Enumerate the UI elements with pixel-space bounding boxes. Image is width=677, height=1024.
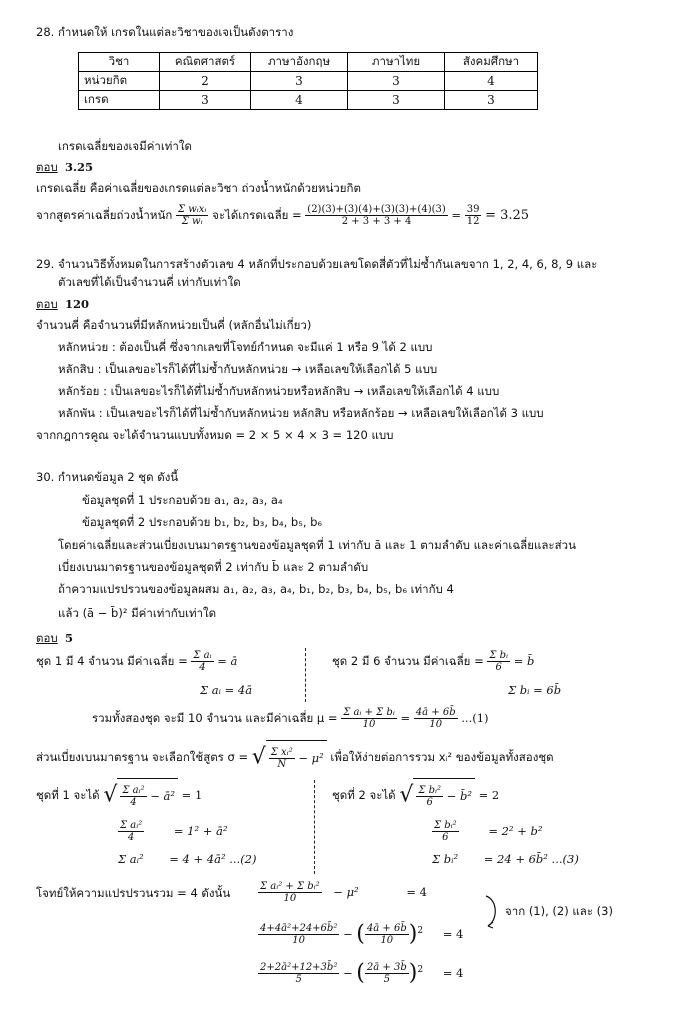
final-eq-1 [258,877,427,907]
denominator: 4 [199,662,206,673]
set2-sum: Σ bᵢ = 6b̄ [508,683,562,697]
q30-header: 30. กำหนดข้อมูล 2 ชุด ดังนี้ [36,470,179,484]
text: เพื่อให้ง่ายต่อการรวม xᵢ² ของข้อมูลทั้งสองชุด [330,750,554,764]
q29-line-1: จำนวนคี่ คือจำนวนที่มีหลักหน่วยเป็นคี่ (หลักอื่นไม่เกี่ยว) [36,318,312,332]
result: = 4 [442,926,464,941]
q30-answer-line [36,631,73,645]
result: = 3.25 [485,208,530,223]
result: = 1 [181,788,203,802]
set1-mean [36,646,237,676]
numerator: 4+4ā²+24+6b̄² [260,922,338,934]
result: = 4 [442,965,464,980]
table-header-cell: ภาษาอังกฤษ [251,53,348,72]
table-header-row [79,53,538,72]
set2-step-2 [432,816,542,846]
table-cell: 3 [445,91,538,110]
fraction [416,785,443,808]
result: = 2² + b² [488,824,543,838]
final-eq-3: $\frac{\text{2+2ā²+12+3b̄²}}{5}$ − ( $\frac{2ā + 3b̄}{5}$ )$^2$ = 4 [260,960,464,986]
text: ชุดที่ 1 จะได้ [36,788,100,802]
denominator: Σ wᵢ [181,216,203,227]
numerator: 2ā + 3b̄ [366,961,407,973]
table-cell: 4 [251,91,348,110]
q30-dataset-1: ข้อมูลชุดที่ 1 ประกอบด้วย a₁, a₂, a₃, a₄ [82,493,283,507]
sqrt-body [117,778,178,813]
set1-variance [36,778,202,813]
denominator: 12 [466,216,480,227]
q28-question: เกรดเฉลี่ยของเจมีค่าเท่าใด [58,139,192,153]
denominator: 10 [362,719,376,730]
table-row [79,72,538,91]
q28-explanation-1: เกรดเฉลี่ย คือค่าเฉลี่ยของเกรดแต่ละวิชา ถ่วงน้ำหนักด้วยหน่วยกิต [36,181,361,195]
numerator: Σ bᵢ² [434,820,457,831]
denominator: 6 [426,797,433,808]
numerator: 39 [466,204,480,215]
term: − μ² [333,885,359,899]
curved-arrow-icon [484,894,504,930]
sqrt-icon: √ [251,744,266,770]
numerator: 4ā + 6b̄ [366,922,407,934]
sd-formula-line [36,740,554,775]
table-cell: 3 [348,72,445,91]
q29-line-2: หลักหน่วย : ต้องเป็นคี่ ซึ่งจากเลขที่โจทย์กำหนด จะมีแค่ 1 หรือ 9 ได้ 2 แบบ [58,340,433,354]
numerator: Σ aᵢ² + Σ bᵢ² [260,881,320,892]
column-divider [305,648,306,702]
fraction [414,707,458,730]
numerator: Σ aᵢ + Σ bᵢ [343,707,395,718]
sqrt-icon: √ [399,782,414,808]
term: − [343,926,353,941]
text: จากสูตรค่าเฉลี่ยถ่วงน้ำหนัก [36,208,173,222]
q30-condition-2: เบี่ยงเบนมาตรฐานของข้อมูลชุดที่ 2 เท่ากับ b̄ และ 2 ตามลำดับ [58,560,369,574]
q29-line-4: หลักร้อย : เป็นเลขอะไรก็ได้ที่ไม่ซ้ำกับหลักหน่วยหรือหลักสิบ → เหลือเลขให้เลือกได้ 4 แบบ [58,384,500,398]
denominator: 10 [380,934,394,946]
set1-step-2 [118,816,228,846]
set2-mean [332,646,534,676]
text: ชุด 1 มี 4 จำนวน มีค่าเฉลี่ย = [36,654,188,668]
gpa-fraction [465,204,482,227]
table-cell: 3 [348,91,445,110]
equation: = b̄ [513,654,535,668]
text: ส่วนเบี่ยงเบนมาตรฐาน จะเลือกใช้สูตร σ = [36,750,249,764]
denominator: 4 [130,797,137,808]
equals: = [400,711,411,725]
table-cell: 4 [445,72,538,91]
equals: = [451,208,462,222]
text: ชุด 2 มี 6 จำนวน มีค่าเฉลี่ย = [332,654,484,668]
final-intro: โจทย์ให้ความแปรปรวนรวม = 4 ดังนั้น [36,886,231,900]
denominator: 5 [383,973,390,985]
equation: = ā [217,654,238,668]
q30-dataset-2: ข้อมูลชุดที่ 2 ประกอบด้วย b₁, b₂, b₃, b₄, b₅, b₆ [82,515,323,529]
table-cell: 2 [160,72,251,91]
equation-tag: ...(1) [461,711,489,725]
q29-line-3: หลักสิบ : เป็นเลขอะไรก็ได้ที่ไม่ซ้ำกับหลักหน่วย → เหลือเลขให้เลือกได้ 5 แบบ [58,362,438,376]
fraction [258,923,339,946]
fraction [120,785,146,808]
q30-condition-4: แล้ว (ā − b̄)² มีค่าเท่ากับเท่าใด [58,606,217,620]
fraction [269,747,295,770]
weighted-mean-formula [176,204,208,227]
q28-explanation-2 [36,200,529,231]
fraction [432,820,459,843]
denominator: 2 + 3 + 3 + 4 [341,216,412,227]
numerator: Σ aᵢ² [120,820,143,831]
q29-header-2: ตัวเลขที่ได้เป็นจำนวนคี่ เท่ากับเท่าใด [58,275,241,289]
denominator: 6 [442,832,449,843]
term: Σ bᵢ² [432,852,459,866]
fraction [341,707,397,730]
text: จะได้เกรดเฉลี่ย = [212,208,302,222]
numerator: Σ aᵢ [193,650,212,661]
term: − [343,965,353,980]
result: = 24 + 6b̄² ...(3) [483,852,579,866]
fraction [258,962,339,985]
column-divider [314,780,315,874]
answer-label: ตอบ [36,631,58,645]
numerator: 4ā + 6b̄ [415,707,456,718]
table-header-cell: วิชา [79,53,160,72]
answer-value: 3.25 [65,160,94,174]
denominator: 10 [283,893,297,904]
reference-note: จาก (1), (2) และ (3) [505,904,613,918]
q29-line-6: จากกฎการคูณ จะได้จำนวนแบบทั้งหมด = 2 × 5 × 4 × 3 = 120 แบบ [36,428,394,442]
sqrt-body [266,740,327,775]
denominator: N [277,759,287,770]
numerator: Σ bᵢ [489,650,509,661]
denominator: 4 [127,832,135,843]
final-eq-2: $\frac{\text{4+4ā²+24+6b̄²}}{10}$ − ( $\frac{4ā + 6b̄}{10}$ )$^2$ = 4 [260,921,464,947]
fraction [118,820,144,843]
term: Σ aᵢ² [118,852,144,866]
table-row [79,91,538,110]
set2-step-3 [432,852,579,866]
term: − ā² [150,789,175,803]
table-cell: เกรด [79,91,160,110]
q29-answer-line [36,297,89,311]
table-header-cell: ภาษาไทย [348,53,445,72]
fraction [191,650,213,673]
grade-table [78,52,538,110]
term: − μ² [298,751,324,765]
text: ชุดที่ 2 จะได้ [332,788,396,802]
total-mean [92,703,489,733]
fraction [365,962,409,985]
denominator: 6 [495,662,502,673]
result: = 2 [478,788,500,802]
term: − b̄² [446,789,472,803]
numerator: Σ wᵢxᵢ [177,204,207,215]
fraction [258,881,322,904]
q29-line-5: หลักพัน : เป็นเลขอะไรก็ได้ที่ไม่ซ้ำกับหลักหน่วย หลักสิบ หรือหลักร้อย → เหลือเลขให้เลือกได้ 3 แบบ [58,406,544,420]
denominator: 10 [292,934,306,946]
result: = 4 [406,885,427,899]
table-header-cell: คณิตศาสตร์ [160,53,251,72]
q29-header-1: 29. จำนวนวิธีทั้งหมดในการสร้างตัวเลข 4 หลักที่ประกอบด้วยเลขโดดสี่ตัวที่ไม่ซ้ำกันเลขจาก 1, 2, 4, 6, 8, 9 และ [36,257,598,271]
table-cell: 3 [251,72,348,91]
fraction [365,923,409,946]
answer-value: 5 [65,631,74,645]
denominator: 5 [295,973,302,985]
numerator: Σ xᵢ² [270,747,293,758]
set2-variance [332,778,499,813]
numerator: 2+2ā²+12+3b̄² [260,961,338,973]
numerator: (2)(3)+(3)(4)+(3)(3)+(4)(3) [307,204,446,215]
result: = 1² + ā² [173,824,228,838]
q28-answer-line [36,160,93,174]
result: = 4 + 4ā² ...(2) [169,852,257,866]
sqrt-body [413,778,475,813]
answer-label: ตอบ [36,160,58,174]
q30-condition-3: ถ้าความแปรปรวนของข้อมูลผสม a₁, a₂, a₃, a₄, b₁, b₂, b₃, b₄, b₅, b₆ เท่ากับ 4 [58,582,454,596]
set1-step-3 [118,852,256,866]
fraction [487,650,510,673]
denominator: 10 [429,719,443,730]
table-header-cell: สังคมศึกษา [445,53,538,72]
numerator: Σ bᵢ² [418,785,442,796]
q30-condition-1: โดยค่าเฉลี่ยและส่วนเบี่ยงเบนมาตรฐานของข้อมูลชุดที่ 1 เท่ากับ ā และ 1 ตามลำดับ และค่าเฉลี่ยและส่วน [58,538,576,552]
text: รวมทั้งสองชุด จะมี 10 จำนวน และมีค่าเฉลี่ย μ = [92,711,338,725]
table-cell: 3 [160,91,251,110]
gpa-calculation [305,204,447,227]
numerator: Σ aᵢ² [122,785,145,796]
table-cell: หน่วยกิต [79,72,160,91]
answer-label: ตอบ [36,297,58,311]
q28-header: 28. กำหนดให้ เกรดในแต่ละวิชาของเจเป็นดังตาราง [36,25,294,39]
set1-sum: Σ aᵢ = 4ā [200,683,253,697]
sqrt-icon: √ [103,782,118,808]
answer-value: 120 [65,297,90,311]
